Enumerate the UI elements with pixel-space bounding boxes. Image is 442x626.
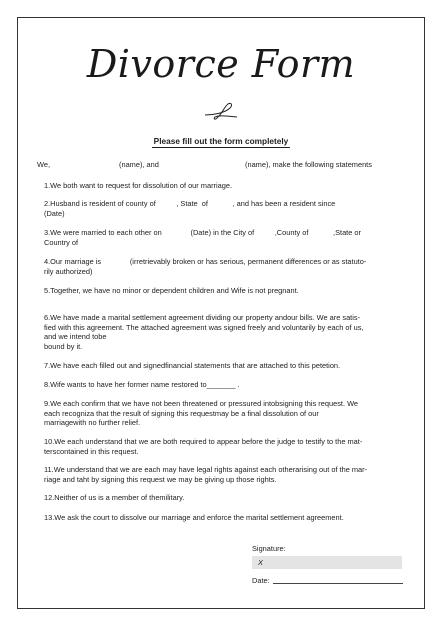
statement-6: [44, 313, 404, 351]
intro-name2-label: (name), make the following statements: [245, 160, 372, 169]
signature-label: Signature:: [252, 544, 286, 553]
signature-mark: X: [258, 558, 263, 567]
statement-12: 12.Neither of us is a member of themilitary.: [44, 493, 185, 502]
statement-4-line-1: 4.Our marriage is (irretrievably broken or has serious, permanent differences or as statuto-: [44, 257, 367, 266]
statement-13: 13.We ask the court to dissolve our marriage and enforce the marital settlement agreement.: [44, 513, 344, 522]
statement-3-line-2: Country of: [44, 237, 79, 247]
intro-statement: [37, 160, 407, 170]
statement-8: 8.Wife wants to have her former name restored to_______ .: [44, 380, 240, 389]
form-instructions: Please fill out the form completely: [153, 136, 289, 146]
statement-9-line-3: marriagewith no further relief.: [44, 418, 141, 427]
intro-name1-label: (name), and: [119, 160, 159, 169]
statement-9-line-2: each recogniza that the result of signing this requestmay be a final dissolution of our: [44, 408, 319, 418]
statement-10-line-1: 10.We each understand that we are both required to appear before the judge to testify to the mat-: [44, 437, 363, 446]
statement-3: [44, 228, 404, 247]
statement-9: [44, 399, 404, 428]
statement-11-line-1: 11.We understand that we are each may have legal rights against each otherarising out of the mar-: [44, 465, 368, 474]
statement-1: 1.We both want to request for dissolution of our marriage.: [44, 181, 233, 190]
statement-3-line-1: 3.We were married to each other on (Date) in the City of ,County of ,State or: [44, 228, 361, 237]
statement-2: [44, 199, 404, 218]
intro-we: We,: [37, 160, 51, 169]
statement-6-line-3: and we intend tobe: [44, 332, 107, 341]
flourish-ornament-icon: [203, 100, 239, 122]
statement-9-line-1: 9.We each confirm that we have not been threatened or pressured intobsigning this request. We: [44, 399, 359, 408]
statement-2-line-1: 2.Husband is resident of county of , State of , and has been a resident since: [44, 199, 336, 208]
statement-4: [44, 257, 404, 276]
statement-7: 7.We have each filled out and signedfinancial statements that are attached to this petetion.: [44, 361, 341, 370]
signature-field[interactable]: [252, 556, 402, 569]
statement-11: [44, 465, 404, 484]
date-field[interactable]: [273, 583, 403, 584]
statement-5: 5.Together, we have no minor or dependent children and Wife is not pregnant.: [44, 286, 299, 295]
statement-6-line-4: bound by it.: [44, 341, 83, 351]
statement-10: [44, 437, 404, 456]
form-title: Divorce Form: [86, 42, 356, 86]
statement-10-line-2: terscontained in this request.: [44, 446, 139, 456]
statement-6-line-1: 6.We have made a marital settlement agreement dividing our property andour bills. We are satis-: [44, 313, 361, 322]
statement-4-line-2: rily authorized): [44, 266, 93, 276]
statement-2-line-2: (Date): [44, 208, 65, 218]
statement-6-line-2: fied with this agreement. The attached agreement was signed freely and voluntarily by each of us,: [44, 322, 364, 332]
date-label: Date:: [252, 576, 270, 585]
statement-11-line-2: riage and taht by signing this request we may be giving up those rights.: [44, 474, 277, 484]
